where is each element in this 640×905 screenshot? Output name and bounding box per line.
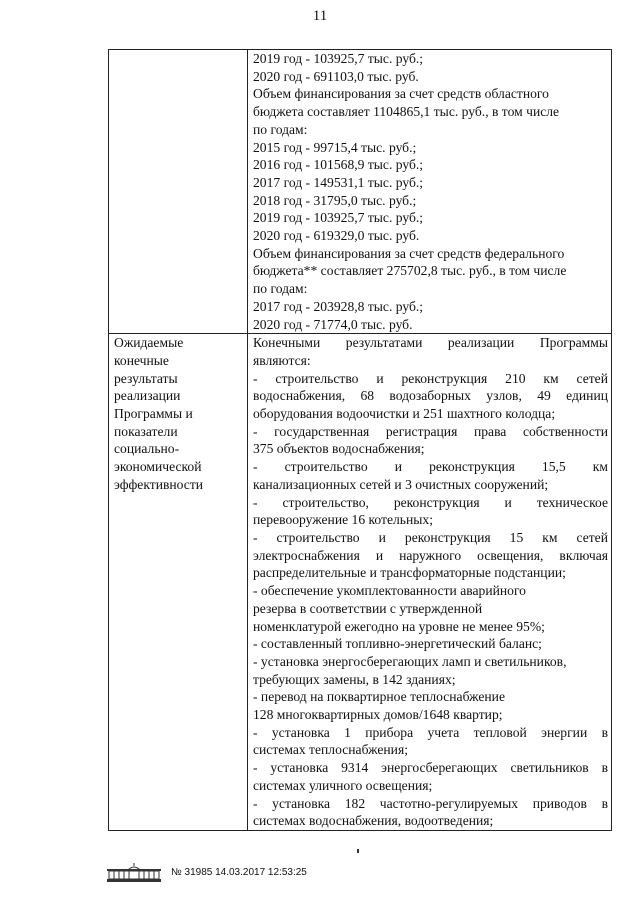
financing-line: по годам: xyxy=(253,281,308,297)
results-line: - строительство и реконструкция 15,5 км xyxy=(253,459,608,475)
results-line: 375 объектов водоснабжения; xyxy=(253,441,425,457)
results-line: - установка энергосберегающих ламп и светильников, xyxy=(253,653,567,669)
financing-line: 2015 год - 99715,4 тыс. руб.; xyxy=(253,139,417,155)
results-label-line: показатели xyxy=(114,423,178,439)
financing-line: 2020 год - 71774,0 тыс. руб. xyxy=(253,316,413,332)
results-line: канализационных сетей и 3 очистных сооружений; xyxy=(253,476,549,492)
results-label-line: эффективности xyxy=(114,476,204,492)
results-line: распределительные и трансформаторные подстанции; xyxy=(253,565,566,581)
results-label-line: конечные xyxy=(114,352,169,368)
results-line: 128 многоквартирных домов/1648 квартир; xyxy=(253,707,503,723)
results-label-line: результаты xyxy=(114,370,178,386)
results-label-line: социально- xyxy=(114,441,180,457)
financing-line: 2020 год - 691103,0 тыс. руб. xyxy=(253,68,419,84)
financing-line: бюджета** составляет 275702,8 тыс. руб., в том числе xyxy=(253,263,567,279)
financing-line: Объем финансирования за счет средств федерального xyxy=(253,245,565,261)
results-line: - установка 9314 энергосберегающих светильников в xyxy=(253,760,608,776)
results-line: электроснабжения и наружного освещения, включая xyxy=(253,547,608,563)
results-row xyxy=(109,334,612,831)
financing-row xyxy=(109,50,612,334)
results-line: Конечными результатами реализации Программы xyxy=(253,335,608,351)
results-line: перевооружение 16 котельных; xyxy=(253,512,433,528)
financing-line: 2016 год - 101568,9 тыс. руб.; xyxy=(253,157,424,173)
results-line: - строительство, реконструкция и техническое xyxy=(253,494,608,510)
results-line: системах теплоснабжения; xyxy=(253,742,408,758)
results-line: - обеспечение укомплектованности аварийного xyxy=(253,583,526,599)
results-label-line: реализации xyxy=(114,388,181,404)
financing-line: 2017 год - 203928,8 тыс. руб.; xyxy=(253,298,424,314)
financing-line: 2020 год - 619329,0 тыс. руб. xyxy=(253,228,420,244)
financing-line: по годам: xyxy=(253,121,308,137)
results-line: - установка 1 прибора учета тепловой энергии в xyxy=(253,724,608,740)
results-line: номенклатурой ежегодно на уровне не менее 95%; xyxy=(253,618,545,634)
results-line: - составленный топливно-энергетический баланс; xyxy=(253,636,542,652)
results-line: являются: xyxy=(253,352,311,368)
registration-stamp: № 31985 14.03.2017 12:53:25 xyxy=(171,867,307,878)
results-label-line: Программы и xyxy=(114,406,193,422)
results-line: резерва в соответствии с утвержденной xyxy=(253,600,483,616)
program-passport-table xyxy=(108,49,612,831)
results-line: системах водоснабжения, водоотведения; xyxy=(253,813,494,829)
financing-line: 2019 год - 103925,7 тыс. руб.; xyxy=(253,51,424,66)
building-logo-icon xyxy=(105,862,163,884)
results-line: - установка 182 частотно-регулируемых приводов в xyxy=(253,795,608,811)
results-line: - государственная регистрация права собственности xyxy=(253,423,608,439)
page-number: 11 xyxy=(312,8,328,24)
financing-line: 2018 год - 31795,0 тыс. руб.; xyxy=(253,192,417,208)
financing-line: Объем финансирования за счет средств областного xyxy=(253,86,549,102)
financing-text-cell xyxy=(248,50,612,334)
results-label-cell xyxy=(109,334,248,831)
results-line: оборудования водоочистки и 251 шахтного колодца; xyxy=(253,406,556,422)
results-line: - перевод на поквартирное теплоснабжение xyxy=(253,689,505,705)
financing-line: 2019 год - 103925,7 тыс. руб.; xyxy=(253,210,424,226)
results-text-cell xyxy=(248,334,612,831)
results-line: - строительство и реконструкция 15 км сетей xyxy=(253,529,608,545)
financing-line: 2017 год - 149531,1 тыс. руб.; xyxy=(253,174,424,190)
results-line: требующих замены, в 142 зданиях; xyxy=(253,671,456,687)
financing-line: бюджета составляет 1104865,1 тыс. руб., в том числе xyxy=(253,104,560,120)
scan-mark xyxy=(357,849,359,853)
results-line: - строительство и реконструкция 210 км сетей xyxy=(253,370,608,386)
financing-label-cell xyxy=(109,50,248,334)
results-line: системах уличного освещения; xyxy=(253,777,433,793)
results-label-line: экономической xyxy=(114,459,202,475)
results-label-line: Ожидаемые xyxy=(114,335,184,351)
results-line: водоснабжения, 68 водозаборных узлов, 49 единиц xyxy=(253,388,608,404)
